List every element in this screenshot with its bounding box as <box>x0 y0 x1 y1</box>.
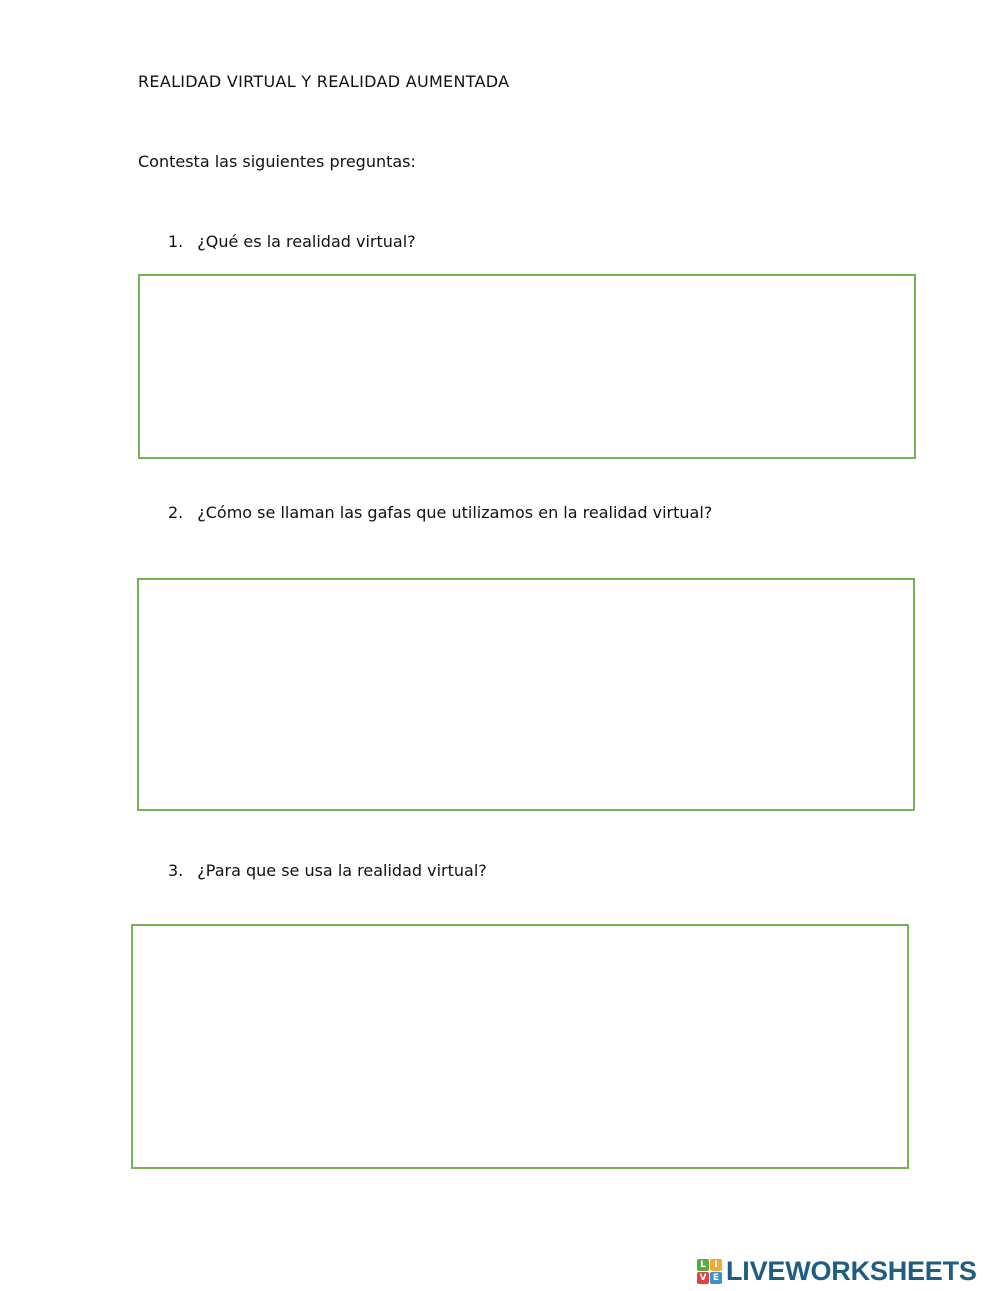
logo-letter-i: I <box>710 1259 722 1271</box>
worksheet-title: REALIDAD VIRTUAL Y REALIDAD AUMENTADA <box>138 72 510 91</box>
logo-letter-e: E <box>710 1272 722 1284</box>
logo-letter-v: V <box>697 1272 709 1284</box>
logo-letter-l: L <box>697 1259 709 1271</box>
liveworksheets-logo <box>697 1256 977 1286</box>
liveworksheets-logo-icon <box>697 1259 722 1284</box>
answer-box-2[interactable] <box>137 578 915 811</box>
question-1 <box>168 232 416 251</box>
answer-box-3[interactable] <box>131 924 909 1169</box>
liveworksheets-logo-text: LIVEWORKSHEETS <box>726 1255 977 1286</box>
question-3 <box>168 861 487 880</box>
question-2-text: ¿Cómo se llaman las gafas que utilizamos en la realidad virtual? <box>197 503 713 522</box>
answer-box-1[interactable] <box>138 274 916 459</box>
question-3-text: ¿Para que se usa la realidad virtual? <box>197 861 487 880</box>
instructions-text: Contesta las siguientes preguntas: <box>138 152 416 171</box>
question-2 <box>168 503 712 522</box>
question-3-number: 3. <box>168 861 184 880</box>
question-1-number: 1. <box>168 232 184 251</box>
question-1-text: ¿Qué es la realidad virtual? <box>197 232 416 251</box>
question-2-number: 2. <box>168 503 184 522</box>
